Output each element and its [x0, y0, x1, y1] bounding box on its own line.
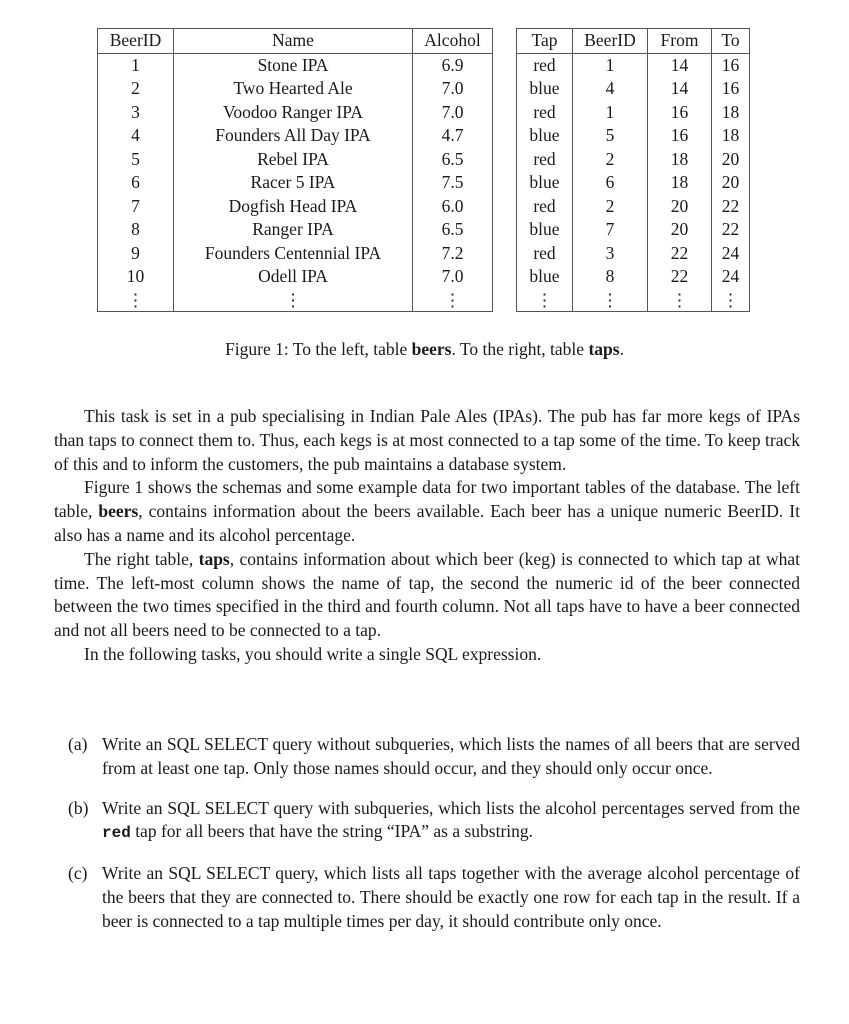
table-row	[517, 171, 750, 195]
taps-cell: ⋮	[517, 289, 573, 312]
table-row	[517, 53, 750, 77]
beers-cell: 1	[98, 53, 174, 77]
table-row	[517, 124, 750, 148]
beers-cell: 10	[98, 265, 174, 289]
task-description	[54, 405, 800, 667]
caption-middle: . To the right, table	[451, 339, 589, 359]
beers-cell: 6.5	[413, 218, 493, 242]
taps-header-from: From	[648, 29, 712, 54]
taps-cell: 18	[648, 171, 712, 195]
taps-cell: ⋮	[648, 289, 712, 312]
beers-header-row	[98, 29, 493, 54]
beers-cell: Racer 5 IPA	[174, 171, 413, 195]
taps-cell: 16	[712, 53, 750, 77]
task-b-label: (b)	[68, 797, 89, 818]
table-row	[517, 242, 750, 266]
taps-cell: 16	[648, 124, 712, 148]
taps-cell: red	[517, 242, 573, 266]
beers-cell: 4.7	[413, 124, 493, 148]
beers-cell: 6.0	[413, 195, 493, 219]
caption-prefix: Figure 1: To the left, table	[225, 339, 412, 359]
table-row	[98, 171, 493, 195]
taps-cell: blue	[517, 77, 573, 101]
taps-cell: red	[517, 148, 573, 172]
task-c-label: (c)	[68, 863, 88, 884]
beers-header-alcohol: Alcohol	[413, 29, 493, 54]
taps-cell: blue	[517, 218, 573, 242]
taps-cell: 16	[712, 77, 750, 101]
table-row	[98, 265, 493, 289]
taps-cell: 5	[573, 124, 648, 148]
paragraph-instructions: In the following tasks, you should write a single SQL expression.	[84, 643, 542, 664]
beers-cell: 9	[98, 242, 174, 266]
taps-cell: 20	[712, 171, 750, 195]
taps-cell: 7	[573, 218, 648, 242]
beers-cell: ⋮	[98, 289, 174, 312]
taps-header-tap: Tap	[517, 29, 573, 54]
caption-beers-word: beers	[411, 339, 452, 359]
beers-cell: 8	[98, 218, 174, 242]
taps-cell: red	[517, 53, 573, 77]
task-list	[54, 733, 800, 950]
task-a-text: Write an SQL SELECT query without subqueries, which lists the names of all beers that are served from at least one tap. Only those names should occur, and they should only occur once.	[102, 734, 800, 778]
table-row	[98, 53, 493, 77]
taps-cell: 22	[712, 218, 750, 242]
table-row	[517, 218, 750, 242]
beers-cell: 7.5	[413, 171, 493, 195]
taps-cell: blue	[517, 124, 573, 148]
paragraph-beers-bold: beers	[98, 501, 139, 522]
taps-cell: 18	[648, 148, 712, 172]
taps-cell: ⋮	[712, 289, 750, 312]
taps-cell: red	[517, 101, 573, 125]
taps-header-row	[517, 29, 750, 54]
task-b-text-start: Write an SQL SELECT query with subqueries, which lists the alcohol percentages served from the	[102, 797, 800, 818]
taps-cell: 4	[573, 77, 648, 101]
beers-cell: Rebel IPA	[174, 148, 413, 172]
beers-cell: Stone IPA	[174, 53, 413, 77]
beers-cell: ⋮	[413, 289, 493, 312]
paragraph-taps-end: , contains information about which beer (keg) is connected to which tap at what time. The left-most column shows the name of tap, the second the numeric id of the beer connected between the two times specified in the third and fourth column. Not all taps have to have a beer connected and not all beers need to be connected to a tap.	[54, 548, 800, 641]
taps-cell: 22	[648, 265, 712, 289]
table-row	[98, 148, 493, 172]
beers-cell: 7	[98, 195, 174, 219]
taps-table-body	[517, 53, 750, 311]
taps-cell: 6	[573, 171, 648, 195]
table-row	[98, 195, 493, 219]
taps-cell: 8	[573, 265, 648, 289]
task-a-label: (a)	[68, 734, 88, 754]
table-row	[98, 242, 493, 266]
table-row	[517, 265, 750, 289]
taps-cell: 16	[648, 101, 712, 125]
task-c	[54, 862, 800, 933]
paragraph-beers	[54, 476, 800, 547]
beers-header-beerid: BeerID	[98, 29, 174, 54]
task-b-text-end: tap for all beers that have the string “IPA” as a substring.	[130, 821, 534, 842]
taps-cell: blue	[517, 171, 573, 195]
beers-table	[97, 28, 493, 312]
paragraph-intro: This task is set in a pub specialising in Indian Pale Ales (IPAs). The pub has far more kegs of IPAs than taps to connect them to. Thus, each kegs is at most connected to a tap some of the time. To keep track of this and to inform the customers, the pub maintains a database system.	[54, 406, 800, 474]
taps-table	[516, 28, 750, 312]
taps-cell: 1	[573, 101, 648, 125]
beers-cell: 6.9	[413, 53, 493, 77]
task-a	[54, 733, 800, 781]
table-row	[98, 101, 493, 125]
taps-cell: ⋮	[573, 289, 648, 312]
beers-cell: Two Hearted Ale	[174, 77, 413, 101]
taps-cell: 14	[648, 77, 712, 101]
table-row	[98, 124, 493, 148]
paragraph-taps	[54, 548, 800, 643]
taps-cell: 2	[573, 148, 648, 172]
table-row	[517, 195, 750, 219]
taps-cell: 22	[712, 195, 750, 219]
beers-cell: Voodoo Ranger IPA	[174, 101, 413, 125]
taps-cell: 24	[712, 242, 750, 266]
taps-cell: 22	[648, 242, 712, 266]
table-row	[98, 77, 493, 101]
taps-cell: 2	[573, 195, 648, 219]
beers-cell: Ranger IPA	[174, 218, 413, 242]
table-row	[517, 101, 750, 125]
task-b	[54, 797, 800, 847]
beers-cell: 7.0	[413, 101, 493, 125]
table-row	[98, 218, 493, 242]
taps-cell: 20	[648, 195, 712, 219]
beers-cell: Founders All Day IPA	[174, 124, 413, 148]
paragraph-taps-start: The right table,	[84, 548, 199, 569]
beers-cell: Odell IPA	[174, 265, 413, 289]
caption-suffix: .	[619, 339, 624, 359]
beers-header-name: Name	[174, 29, 413, 54]
paragraph-beers-end: , contains information about the beers available. Each beer has a unique numeric BeerID. It also has a name and its alcohol percentage.	[54, 501, 800, 545]
task-c-text: Write an SQL SELECT query, which lists all taps together with the average alcohol percentage of the beers that they are connected to. There should be exactly one row for each tap in the result. If a beer is connected to a tap multiple times per day, it should contribute only once.	[102, 863, 800, 931]
taps-cell: 18	[712, 101, 750, 125]
beers-cell: 6	[98, 171, 174, 195]
taps-header-to: To	[712, 29, 750, 54]
table-row	[517, 148, 750, 172]
taps-cell: 24	[712, 265, 750, 289]
beers-cell: Dogfish Head IPA	[174, 195, 413, 219]
taps-cell: 20	[648, 218, 712, 242]
beers-cell: 3	[98, 101, 174, 125]
taps-cell: 20	[712, 148, 750, 172]
beers-cell: 5	[98, 148, 174, 172]
beers-cell: ⋮	[174, 289, 413, 312]
table-row	[98, 289, 493, 312]
taps-cell: red	[517, 195, 573, 219]
figure-caption	[0, 339, 849, 360]
taps-cell: blue	[517, 265, 573, 289]
paragraph-beers-start: Figure 1 shows the schemas and some example data for two important tables of the database. The left table,	[54, 477, 800, 522]
table-row	[517, 77, 750, 101]
table-row	[517, 289, 750, 312]
task-b-code-red: red	[102, 824, 131, 843]
taps-cell: 3	[573, 242, 648, 266]
beers-cell: 7.0	[413, 77, 493, 101]
beers-cell: 6.5	[413, 148, 493, 172]
taps-cell: 18	[712, 124, 750, 148]
paragraph-taps-bold: taps	[198, 548, 230, 569]
beers-cell: 2	[98, 77, 174, 101]
beers-cell: 4	[98, 124, 174, 148]
beers-cell: 7.2	[413, 242, 493, 266]
taps-cell: 1	[573, 53, 648, 77]
taps-cell: 14	[648, 53, 712, 77]
taps-header-beerid: BeerID	[573, 29, 648, 54]
beers-table-body	[98, 53, 493, 311]
beers-cell: Founders Centennial IPA	[174, 242, 413, 266]
beers-cell: 7.0	[413, 265, 493, 289]
caption-taps-word: taps	[588, 339, 620, 359]
